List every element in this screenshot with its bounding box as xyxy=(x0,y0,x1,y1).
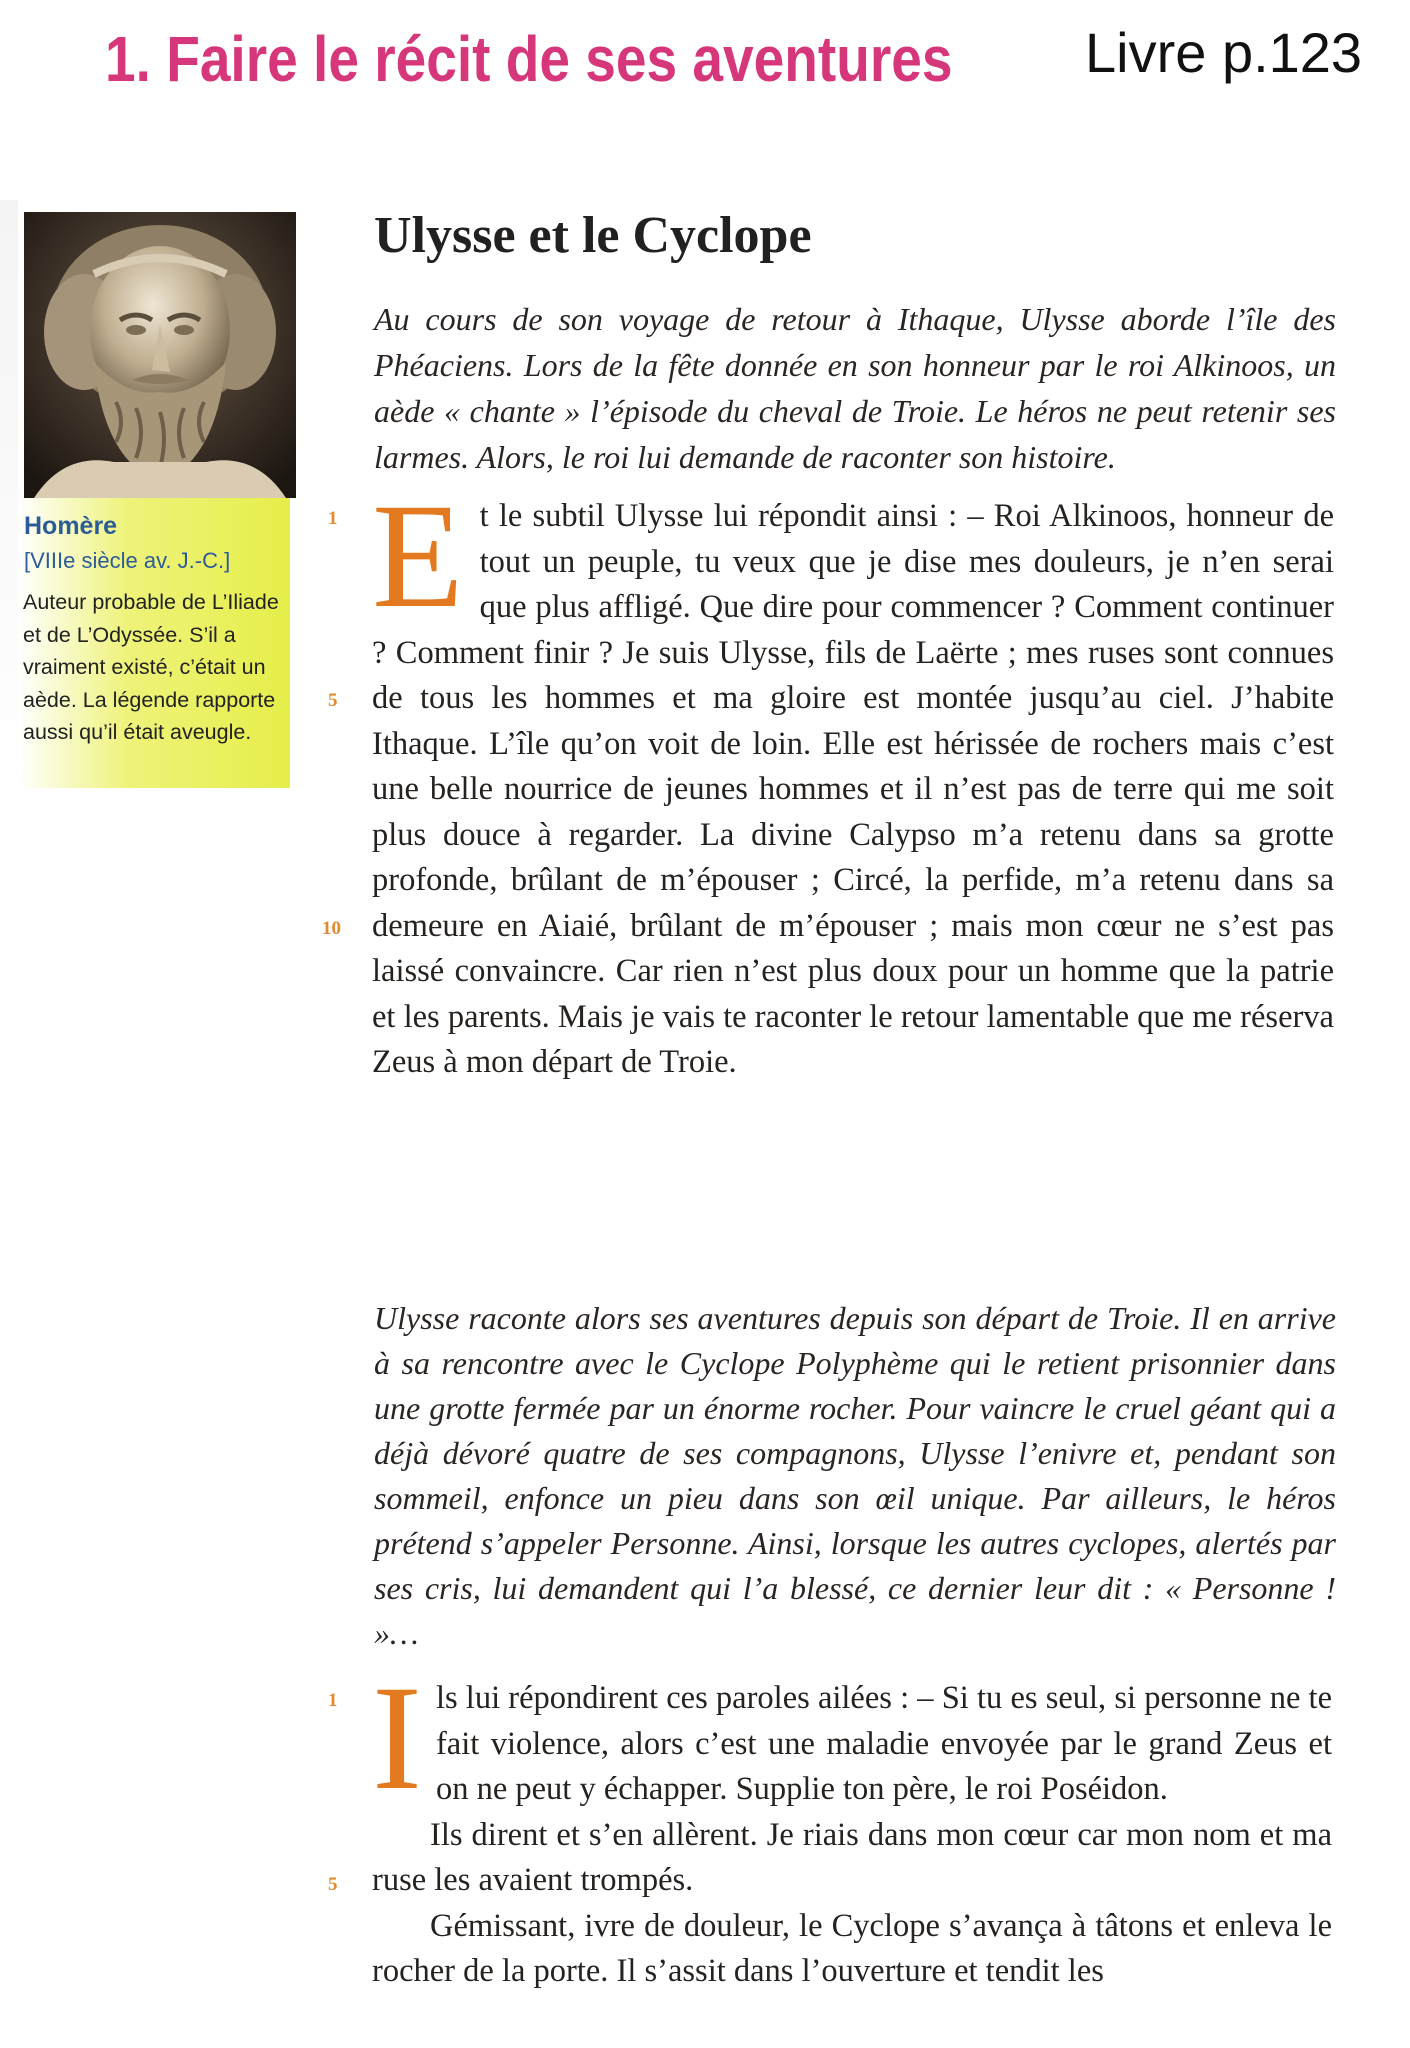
summary-paragraph: Ulysse raconte alors ses aventures depuis son départ de Troie. Il en arrive à sa rencontre avec le Cyclope Polyphème qui le retient prisonnier dans une grotte fermée par un énorme rocher. Pour vaincre le cruel géant qui a déjà dévoré quatre de ses compagnons, Ulysse l’enivre et, pendant son sommeil, enfonce un pieu dans son œil unique. Par ailleurs, le héros prétend s’appeler Personne. Ainsi, lorsque les autres cyclopes, alertés par ses cris, lui demandent qui l’a blessé, ce dernier leur dit : « Personne ! »… xyxy=(374,1300,1336,1651)
passage-2-paragraph-1-text: ls lui répondirent ces paroles ailées : – Si tu es seul, si personne ne te fait violence, alors c’est une maladie envoyée par le grand Zeus et on ne peut y échapper. Supplie ton père, le roi Poséidon. xyxy=(435,1680,1332,1807)
author-name: Homère xyxy=(24,512,118,540)
intro-paragraph: Au cours de son voyage de retour à Ithaque, Ulysse aborde l’île des Phéaciens. Lors de la fête donnée en son honneur par le roi Alkinoos, un aède « chante » l’épisode du cheval de Troie. Le héros ne peut retenir ses larmes. Alors, le roi lui demande de raconter son histoire. xyxy=(374,301,1336,475)
passage-2-paragraph-2: Ils dirent et s’en allèrent. Je riais dans mon cœur car mon nom et ma ruse les avaient trompés. xyxy=(372,1816,1332,1898)
line-number: 1 xyxy=(328,1690,338,1711)
author-bio-box xyxy=(18,498,290,788)
author-bio-text: Auteur probable de L’Iliade et de L’Odyssée. S’il a vraiment existé, c’était un aède. La légende rapporte aussi qu’il était aveugle. xyxy=(23,590,279,744)
article-title: Ulysse et le Cyclope xyxy=(374,207,812,264)
book-reference: Livre p.123 xyxy=(1085,21,1363,84)
line-number: 10 xyxy=(322,918,341,939)
page-edge xyxy=(0,200,18,800)
passage-1-text: t le subtil Ulysse lui répondit ainsi : – Roi Alkinoos, honneur de tout un peuple, tu veux que je dise mes douleurs, je n’en serai que plus affligé. Que dire pour commencer ? Comment continuer ? Comment finir ? Je suis Ulysse, fils de Laërte ; mes ruses sont connues de tous les hommes et ma gloire est montée jusqu’au ciel. J’habite Ithaque. L’île qu’on voit de loin. Elle est hérissée de rochers mais c’est une belle nourrice de jeunes hommes et il n’est pas de terre qui me soit plus douce à regarder. La divine Calypso m’a retenu dans sa grotte profonde, brûlant de m’épouser ; Circé, la perfide, m’a retenu dans sa demeure en Aiaié, brûlant de m’épouser ; mais mon cœur ne s’est pas laissé convaincre. Car rien n’est plus doux pour un homme que la patrie et les parents. Mais je vais te raconter le retour lamentable que me réserva Zeus à mon départ de Troie. xyxy=(372,498,1334,1080)
passage-2-paragraph-3: Gémissant, ivre de douleur, le Cyclope s’avança à tâtons et enleva le rocher de la porte. Il s’assit dans l’ouverture et tendit les xyxy=(372,1907,1332,1989)
passage-1 xyxy=(372,473,1334,1086)
line-number: 1 xyxy=(328,508,338,529)
dropcap-letter: E xyxy=(372,473,464,639)
passage-2-paragraph-1 xyxy=(372,1655,1332,1821)
line-number: 5 xyxy=(328,1874,338,1895)
page-title: 1. Faire le récit de ses aventures xyxy=(105,23,953,95)
homer-bust-illustration xyxy=(24,212,296,498)
dropcap-letter: I xyxy=(372,1655,422,1821)
homer-portrait-image xyxy=(24,212,296,498)
line-number: 5 xyxy=(328,690,338,711)
passage-2 xyxy=(372,1655,1332,1995)
author-dates: [VIIIe siècle av. J.-C.] xyxy=(24,548,231,573)
